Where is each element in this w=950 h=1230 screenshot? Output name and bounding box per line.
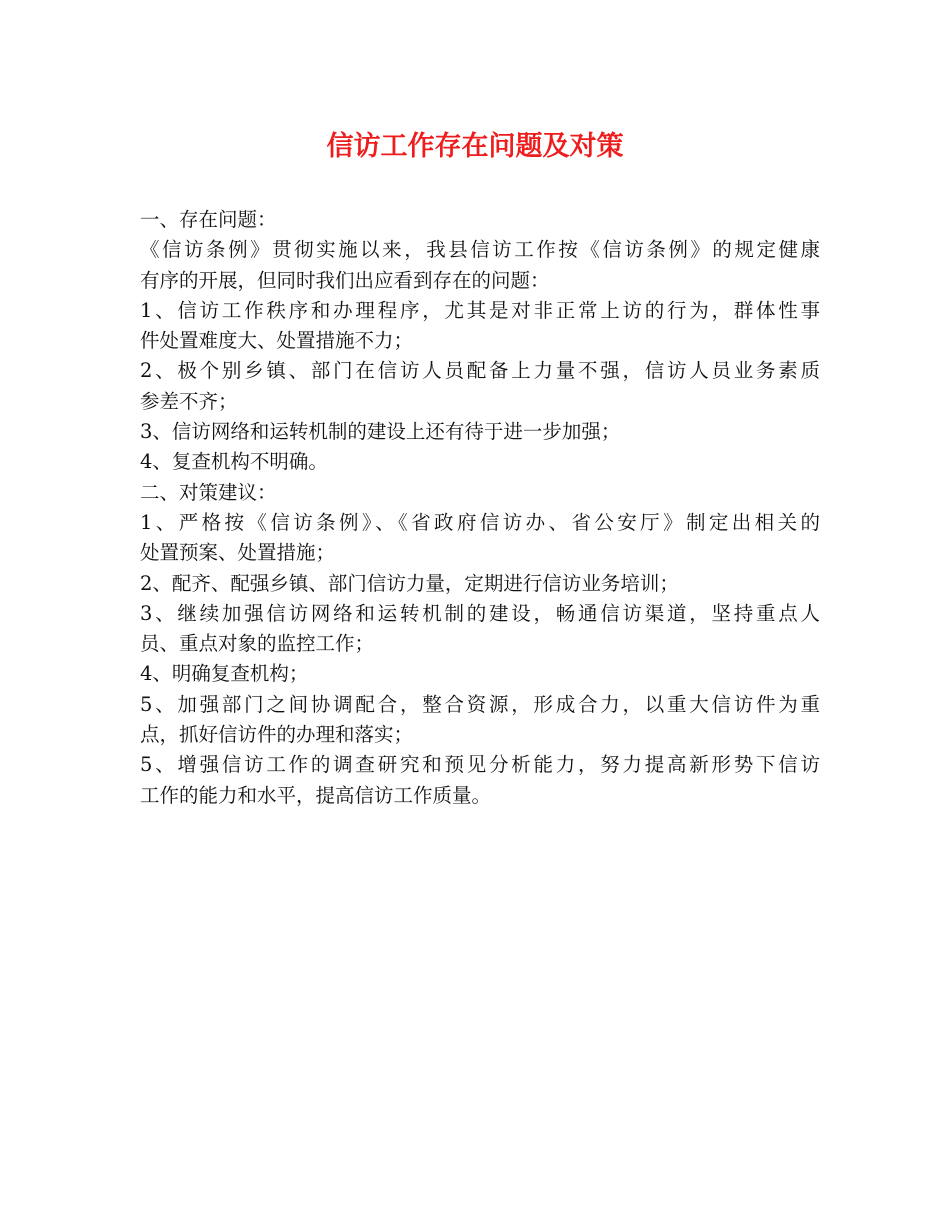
body-line: 处置预案、处置措施； [140, 541, 336, 565]
body-line: 1、严格按《信访条例》、《省政府信访办、省公安厅》制定出相关的 [140, 510, 820, 534]
body-line: 员、重点对象的监控工作； [140, 632, 375, 656]
document-body [140, 205, 820, 811]
body-line: 3、信访网络和运转机制的建设上还有待于进一步加强； [140, 420, 621, 444]
body-line: 4、明确复查机构； [140, 662, 309, 686]
body-line: 二、对策建议： [140, 480, 277, 504]
body-line: 《信访条例》贯彻实施以来，我县信访工作按《信访条例》的规定健康 [140, 238, 820, 262]
body-line: 1、信访工作秩序和办理程序，尤其是对非正常上访的行为，群体性事 [140, 298, 820, 322]
body-line: 5、加强部门之间协调配合，整合资源，形成合力，以重大信访件为重 [140, 692, 820, 716]
body-line: 3、继续加强信访网络和运转机制的建设，畅通信访渠道，坚持重点人 [140, 601, 820, 625]
body-line: 2、极个别乡镇、部门在信访人员配备上力量不强，信访人员业务素质 [140, 359, 820, 383]
document-title: 信访工作存在问题及对策 [326, 131, 624, 162]
body-line: 4、复查机构不明确。 [140, 450, 328, 474]
body-line: 工作的能力和水平，提高信访工作质量。 [140, 783, 492, 807]
body-line: 点，抓好信访件的办理和落实； [140, 723, 414, 747]
body-line: 一、存在问题： [140, 208, 277, 231]
body-line: 5、增强信访工作的调查研究和预见分析能力，努力提高新形势下信访 [140, 753, 820, 777]
body-line: 参差不齐； [140, 389, 238, 413]
body-line: 件处置难度大、处置措施不力； [140, 329, 414, 353]
body-line: 2、配齐、配强乡镇、部门信访力量，定期进行信访业务培训； [140, 571, 679, 595]
body-line: 有序的开展，但同时我们出应看到存在的问题： [140, 268, 550, 292]
